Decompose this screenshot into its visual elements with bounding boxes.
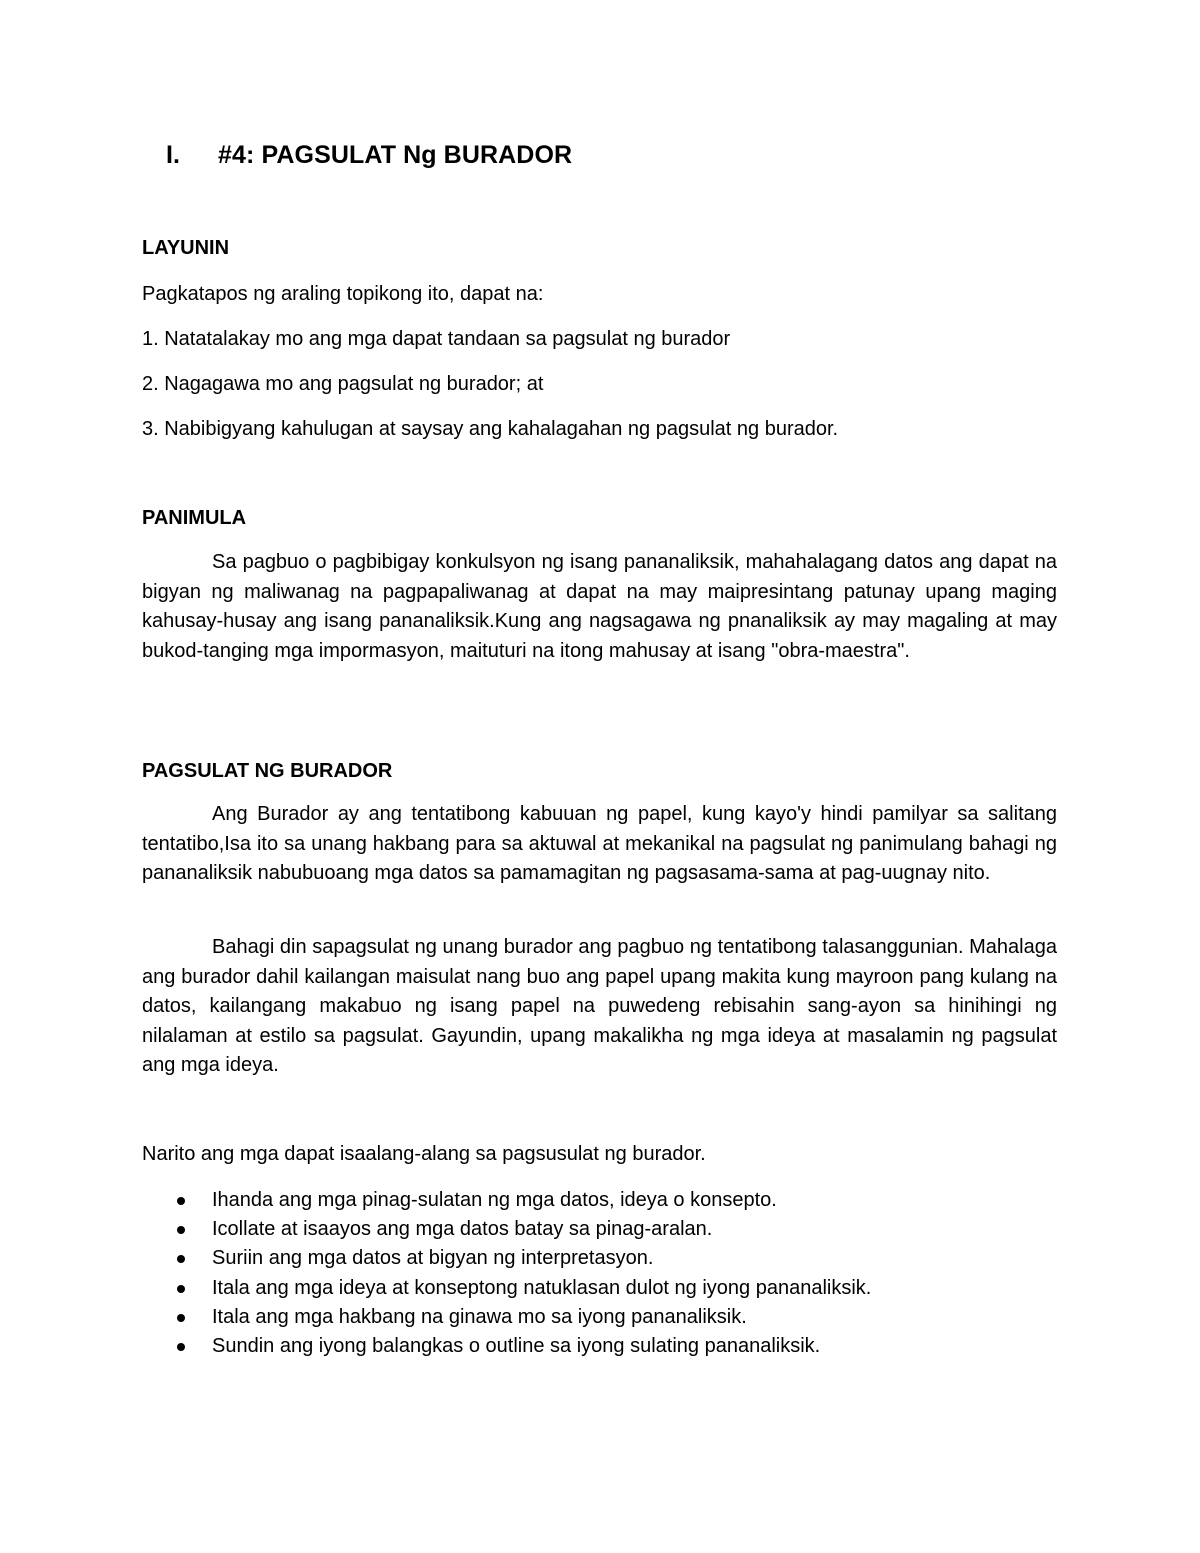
layunin-intro: Pagkatapos ng araling topikong ito, dapat na: [142,283,544,305]
heading-pagsulat: PAGSULAT NG BURADOR [142,760,393,782]
list-item-text: Itala ang mga hakbang na ginawa mo sa iyong pananaliksik. [212,1305,747,1328]
pagsulat-paragraph-2: Bahagi din sapagsulat ng unang burador ang pagbuo ng tentatibong talasanggunian. Mahalaga ang burador dahil kailangan maisulat nang buo ang papel upang makita kung mayroon pang kulang na datos, kailangang makabuo ng isang papel na puwedeng rebisahin sang-ayon sa hinihingi ng nilalaman at estilo sa pagsulat. Gayundin, upang makalikha ng mga ideya at masalamin ng pagsulat ang mga ideya. [142,936,1057,1077]
list-intro: Narito ang mga dapat isaalang-alang sa pagsusulat ng burador. [142,1143,706,1165]
heading-panimula: PANIMULA [142,507,247,529]
title-text: #4: PAGSULAT Ng BURADOR [218,141,573,169]
layunin-item-2: 2. Nagagawa mo ang pagsulat ng burador; at [142,373,544,395]
list-item-text: Sundin ang iyong balangkas o outline sa iyong sulating pananaliksik. [212,1334,821,1357]
bullet-dot-icon [177,1197,185,1205]
list-item-text: Itala ang mga ideya at konseptong natuklasan dulot ng iyong pananaliksik. [212,1276,872,1299]
bullet-dot-icon [177,1226,185,1234]
bullet-dot-icon [177,1285,185,1293]
panimula-paragraph: Sa pagbuo o pagbibigay konkulsyon ng isang pananaliksik, mahahalagang datos ang dapat na bigyan ng maliwanag na pagpapaliwanag at dapat na may maipresintang patunay upang maging kahusay-husay ang isang pananaliksik.Kung ang nagsagawa ng pnanaliksik ay may magaling at may bukod-tanging mga impormasyon, maituturi na itong mahusay at isang "obra-maestra". [142,551,1057,662]
list-item [142,1274,871,1303]
list-item-text: Ihanda ang mga pinag-sulatan ng mga datos, ideya o konsepto. [212,1189,777,1211]
bullet-dot-icon [177,1255,185,1263]
bullet-list [142,1186,871,1361]
pagsulat-paragraph-1: Ang Burador ay ang tentatibong kabuuan ng papel, kung kayo'y hindi pamilyar sa salitang tentatibo,Isa ito sa unang hakbang para sa aktuwal at mekanikal na pagsulat ng panimulang bahagi ng pananaliksik nabubuoang mga datos sa pamamagitan ng pagsasama-sama at pag-uugnay nito. [142,803,1057,885]
layunin-item-3: 3. Nabibigyang kahulugan at saysay ang kahalagahan ng pagsulat ng burador. [142,418,839,440]
list-item [142,1303,871,1332]
page-title [166,141,572,170]
list-item [142,1186,871,1215]
title-numeral: I. [166,141,181,169]
layunin-item-1: 1. Natatalakay mo ang mga dapat tandaan sa pagsulat ng burador [142,328,731,350]
list-item-text: Suriin ang mga datos at bigyan ng interpretasyon. [212,1247,654,1270]
heading-layunin: LAYUNIN [142,237,230,259]
bullet-dot-icon [177,1314,185,1322]
list-item [142,1215,871,1244]
bullet-dot-icon [177,1343,185,1351]
list-item [142,1244,871,1273]
list-item [142,1332,871,1361]
list-item-text: Icollate at isaayos ang mga datos batay sa pinag-aralan. [212,1218,713,1241]
